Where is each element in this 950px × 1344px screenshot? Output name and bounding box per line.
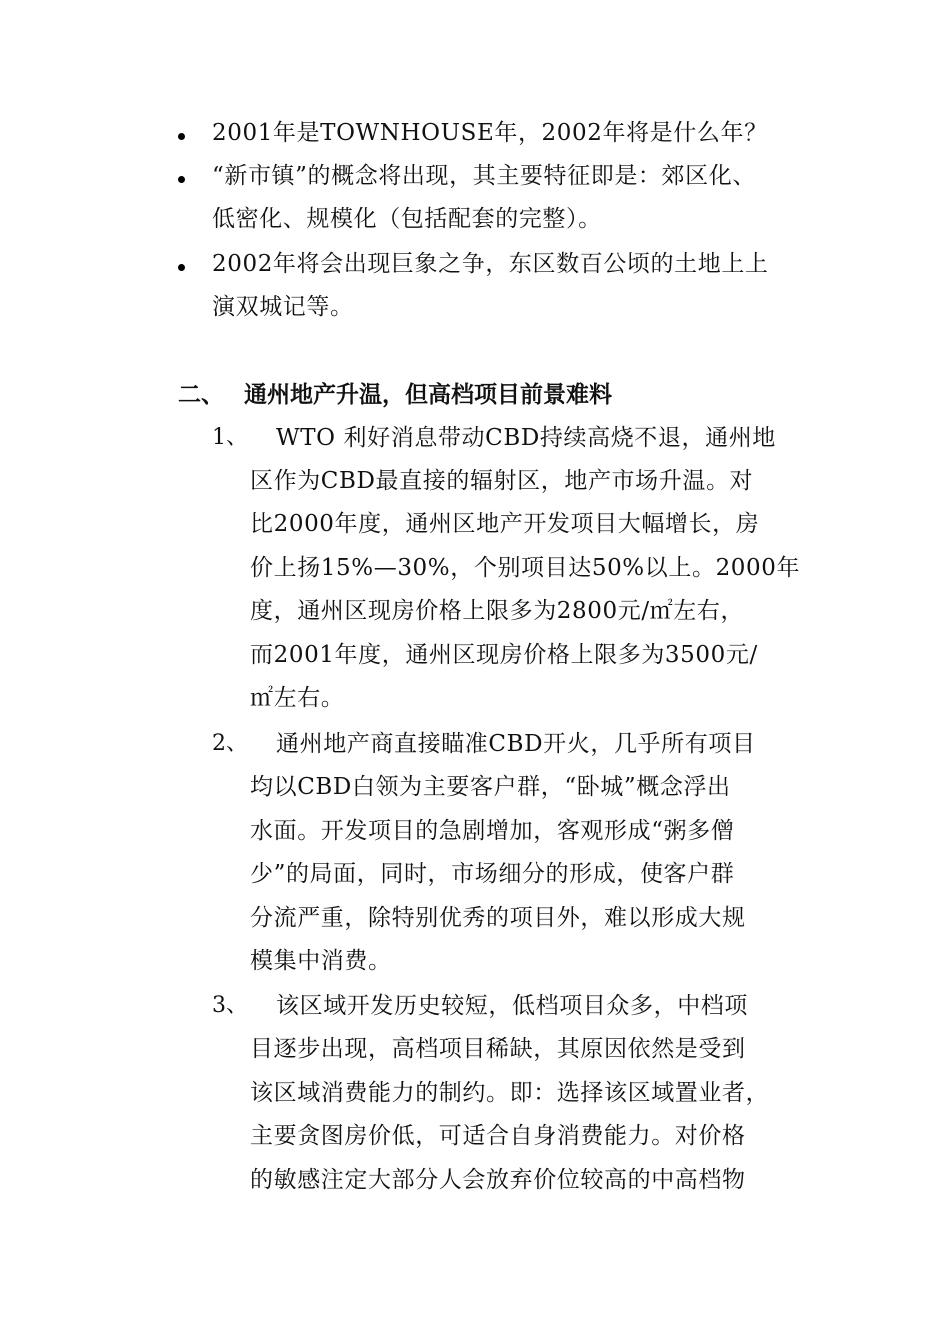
item-line: 而2001年度，通州区现房价格上限多为3500元/	[250, 642, 758, 668]
item-line: 目逐步出现，高档项目稀缺，其原因依然是受到	[250, 1036, 746, 1062]
item-line: 度，通州区现房价格上限多为2800元/㎡左右，	[250, 598, 745, 624]
item-line: 少”的局面，同时，市场细分的形成，使客户群	[250, 861, 735, 887]
item-line: 主要贪图房价低，可适合自身消费能力。对价格	[250, 1123, 746, 1149]
bullet-line: 2001年是TOWNHOUSE年，2002年将是什么年？	[212, 120, 768, 146]
item-number: 2、	[212, 731, 248, 756]
bullet-line: 演双城记等。	[212, 294, 354, 320]
item-line: 分流严重，除特别优秀的项目外，难以形成大规	[250, 905, 746, 931]
item-line: 模集中消费。	[250, 948, 392, 974]
section-title: 通州地产升温，但高档项目前景难料	[244, 382, 612, 408]
bullet-line: 2002年将会出现巨象之争，东区数百公顷的土地上上	[212, 251, 769, 277]
bullet-line: 低密化、规模化（包括配套的完整）。	[212, 206, 602, 232]
item-line: 均以CBD白领为主要客户群，“卧城”概念浮出	[250, 774, 731, 800]
item-line: 通州地产商直接瞄准CBD开火，几乎所有项目	[276, 731, 756, 757]
item-number: 3、	[212, 993, 248, 1018]
item-line: 水面。开发项目的急剧增加，客观形成“粥多僧	[250, 818, 735, 844]
item-line: 该区域消费能力的制约。即：选择该区域置业者，	[250, 1080, 770, 1106]
section-heading	[178, 380, 612, 410]
item-line: 价上扬15%—30%，个别项目达50%以上。2000年	[250, 555, 801, 581]
bullet-dot-icon	[178, 176, 185, 183]
bullet-dot-icon	[178, 264, 185, 271]
bullet-line: “新市镇”的概念将出现，其主要特征即是：郊区化、	[212, 163, 756, 189]
item-number: 1、	[212, 425, 248, 450]
item-line: 该区域开发历史较短，低档项目众多，中档项	[276, 993, 748, 1019]
item-line: 比2000年度，通州区地产开发项目大幅增长，房	[250, 511, 760, 537]
item-line: 区作为CBD最直接的辐射区，地产市场升温。对	[250, 468, 754, 494]
item-line: WTO 利好消息带动CBD持续高烧不退，通州地	[276, 425, 776, 451]
item-line: ㎡左右。	[250, 685, 345, 711]
section-number: 二、	[178, 382, 224, 408]
bullet-dot-icon	[178, 133, 185, 140]
item-line: 的敏感注定大部分人会放弃价位较高的中高档物	[250, 1167, 746, 1193]
